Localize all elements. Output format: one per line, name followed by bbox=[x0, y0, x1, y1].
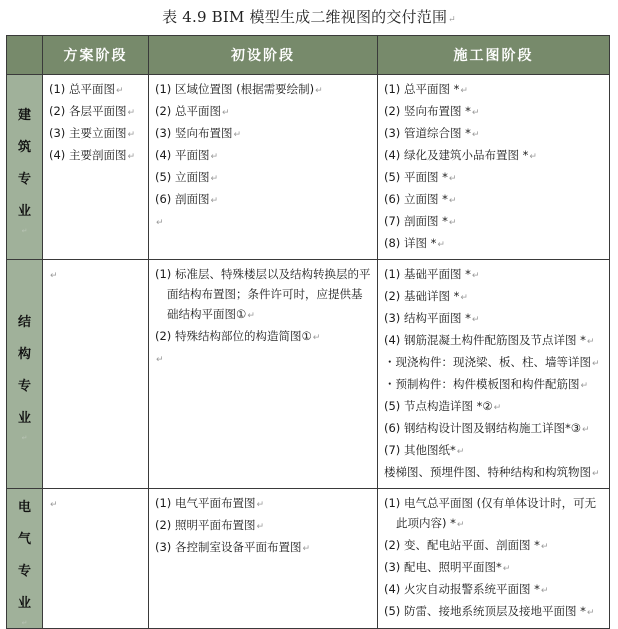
construction-cell bbox=[378, 75, 610, 260]
discipline-char: 专 bbox=[17, 172, 31, 187]
list-item: (2) 竖向布置图 *↵ bbox=[384, 104, 480, 118]
list-item: (4) 平面图↵ bbox=[155, 148, 218, 162]
header-preliminary-stage: 初设阶段 bbox=[149, 36, 378, 75]
list-item: (4) 绿化及建筑小品布置图 *↵ bbox=[384, 148, 537, 162]
table-row-architecture bbox=[7, 75, 610, 260]
preliminary-cell bbox=[149, 489, 378, 629]
list-item: (2) 特殊结构部位的构造简图①↵ bbox=[155, 329, 321, 343]
list-item: (5) 平面图 *↵ bbox=[384, 170, 457, 184]
table-row-structure bbox=[7, 260, 610, 489]
discipline-architecture bbox=[7, 75, 43, 260]
header-row bbox=[7, 36, 610, 75]
discipline-char: 筑 bbox=[17, 140, 31, 155]
scheme-cell bbox=[43, 75, 149, 260]
list-item: ・预制构件：构件模板图和构件配筋图↵ bbox=[384, 377, 589, 391]
list-item: (4) 火灾自动报警系统平面图 *↵ bbox=[384, 582, 549, 596]
discipline-char: 气 bbox=[17, 531, 31, 547]
list-item: (1) 电气总平面图 (仅有单体设计时，可无此项内容) *↵ bbox=[384, 496, 597, 530]
caption-text: 表 4.9 BIM 模型生成二维视图的交付范围 bbox=[162, 8, 448, 26]
empty-paragraph: ↵ bbox=[156, 355, 164, 365]
list-item: (2) 照明平面布置图↵ bbox=[155, 518, 264, 532]
discipline-char: 业 bbox=[17, 204, 31, 219]
discipline-char: 专 bbox=[17, 379, 31, 394]
list-item: (1) 电气平面布置图↵ bbox=[155, 496, 264, 510]
discipline-char: 结 bbox=[17, 315, 31, 330]
list-item: (8) 详图 *↵ bbox=[384, 236, 445, 250]
preliminary-cell bbox=[149, 75, 378, 260]
list-item: (1) 总平面图 *↵ bbox=[384, 82, 468, 96]
scheme-cell bbox=[43, 260, 149, 489]
list-item: (2) 基础详图 *↵ bbox=[384, 289, 468, 303]
header-construction-stage: 施工图阶段 bbox=[378, 36, 610, 75]
discipline-char: 构 bbox=[17, 347, 31, 362]
list-item: (5) 防雷、接地系统顶层及接地平面图 *↵ bbox=[384, 604, 595, 618]
empty-paragraph: ↵ bbox=[50, 271, 58, 281]
paragraph-mark-icon: ↵ bbox=[448, 15, 456, 25]
construction-cell bbox=[378, 260, 610, 489]
list-item: (3) 管道综合图 *↵ bbox=[384, 126, 480, 140]
list-item: (1) 区域位置图 (根据需要绘制)↵ bbox=[155, 82, 323, 96]
discipline-char: 业 bbox=[17, 595, 31, 611]
scheme-cell bbox=[43, 489, 149, 629]
table-row-electrical bbox=[7, 489, 610, 629]
empty-paragraph: ↵ bbox=[50, 500, 58, 510]
empty-paragraph: ↵ bbox=[156, 218, 164, 228]
list-item: (1) 总平面图↵ bbox=[49, 82, 124, 96]
list-item: (3) 结构平面图 *↵ bbox=[384, 311, 480, 325]
discipline-electrical bbox=[7, 489, 43, 629]
list-item: (4) 主要剖面图↵ bbox=[49, 148, 135, 162]
header-scheme-stage: 方案阶段 bbox=[43, 36, 149, 75]
list-item: (7) 其他图纸*↵ bbox=[384, 443, 465, 457]
paragraph-mark-icon: ↵ bbox=[21, 618, 28, 627]
list-item: (1) 基础平面图 *↵ bbox=[384, 267, 480, 281]
list-item: (7) 剖面图 *↵ bbox=[384, 214, 457, 228]
header-corner bbox=[7, 36, 43, 75]
list-item: (4) 钢筋混凝土构件配筋图及节点详图 *↵ bbox=[384, 333, 595, 347]
list-item: 楼梯图、预埋件图、特种结构和构筑物图↵ bbox=[384, 465, 600, 479]
list-item: (2) 变、配电站平面、剖面图 *↵ bbox=[384, 538, 549, 552]
list-item: (2) 总平面图↵ bbox=[155, 104, 230, 118]
list-item: (3) 配电、照明平面图*↵ bbox=[384, 560, 511, 574]
discipline-char: 建 bbox=[17, 108, 31, 123]
construction-cell bbox=[378, 489, 610, 629]
list-item: (3) 竖向布置图↵ bbox=[155, 126, 241, 140]
list-item: (5) 节点构造详图 *②↵ bbox=[384, 399, 502, 413]
table-caption bbox=[0, 6, 618, 27]
preliminary-cell bbox=[149, 260, 378, 489]
paragraph-mark-icon: ↵ bbox=[21, 434, 28, 442]
discipline-char: 电 bbox=[17, 499, 31, 515]
list-item: ・现浇构件：现浇梁、板、柱、墙等详图↵ bbox=[384, 355, 600, 369]
discipline-structure bbox=[7, 260, 43, 489]
discipline-char: 业 bbox=[17, 411, 31, 426]
discipline-char: 专 bbox=[17, 563, 31, 579]
list-item: (6) 立面图 *↵ bbox=[384, 192, 457, 206]
list-item: (1) 标准层、特殊楼层以及结构转换层的平面结构布置图；条件许可时，应提供基础结构平面图①↵ bbox=[155, 267, 371, 321]
list-item: (2) 各层平面图↵ bbox=[49, 104, 135, 118]
list-item: (3) 各控制室设备平面布置图↵ bbox=[155, 540, 310, 554]
delivery-scope-table bbox=[6, 35, 610, 629]
list-item: (6) 剖面图↵ bbox=[155, 192, 218, 206]
list-item: (6) 钢结构设计图及钢结构施工详图*③↵ bbox=[384, 421, 590, 435]
list-item: (5) 立面图↵ bbox=[155, 170, 218, 184]
list-item: (3) 主要立面图↵ bbox=[49, 126, 135, 140]
paragraph-mark-icon: ↵ bbox=[21, 227, 28, 235]
